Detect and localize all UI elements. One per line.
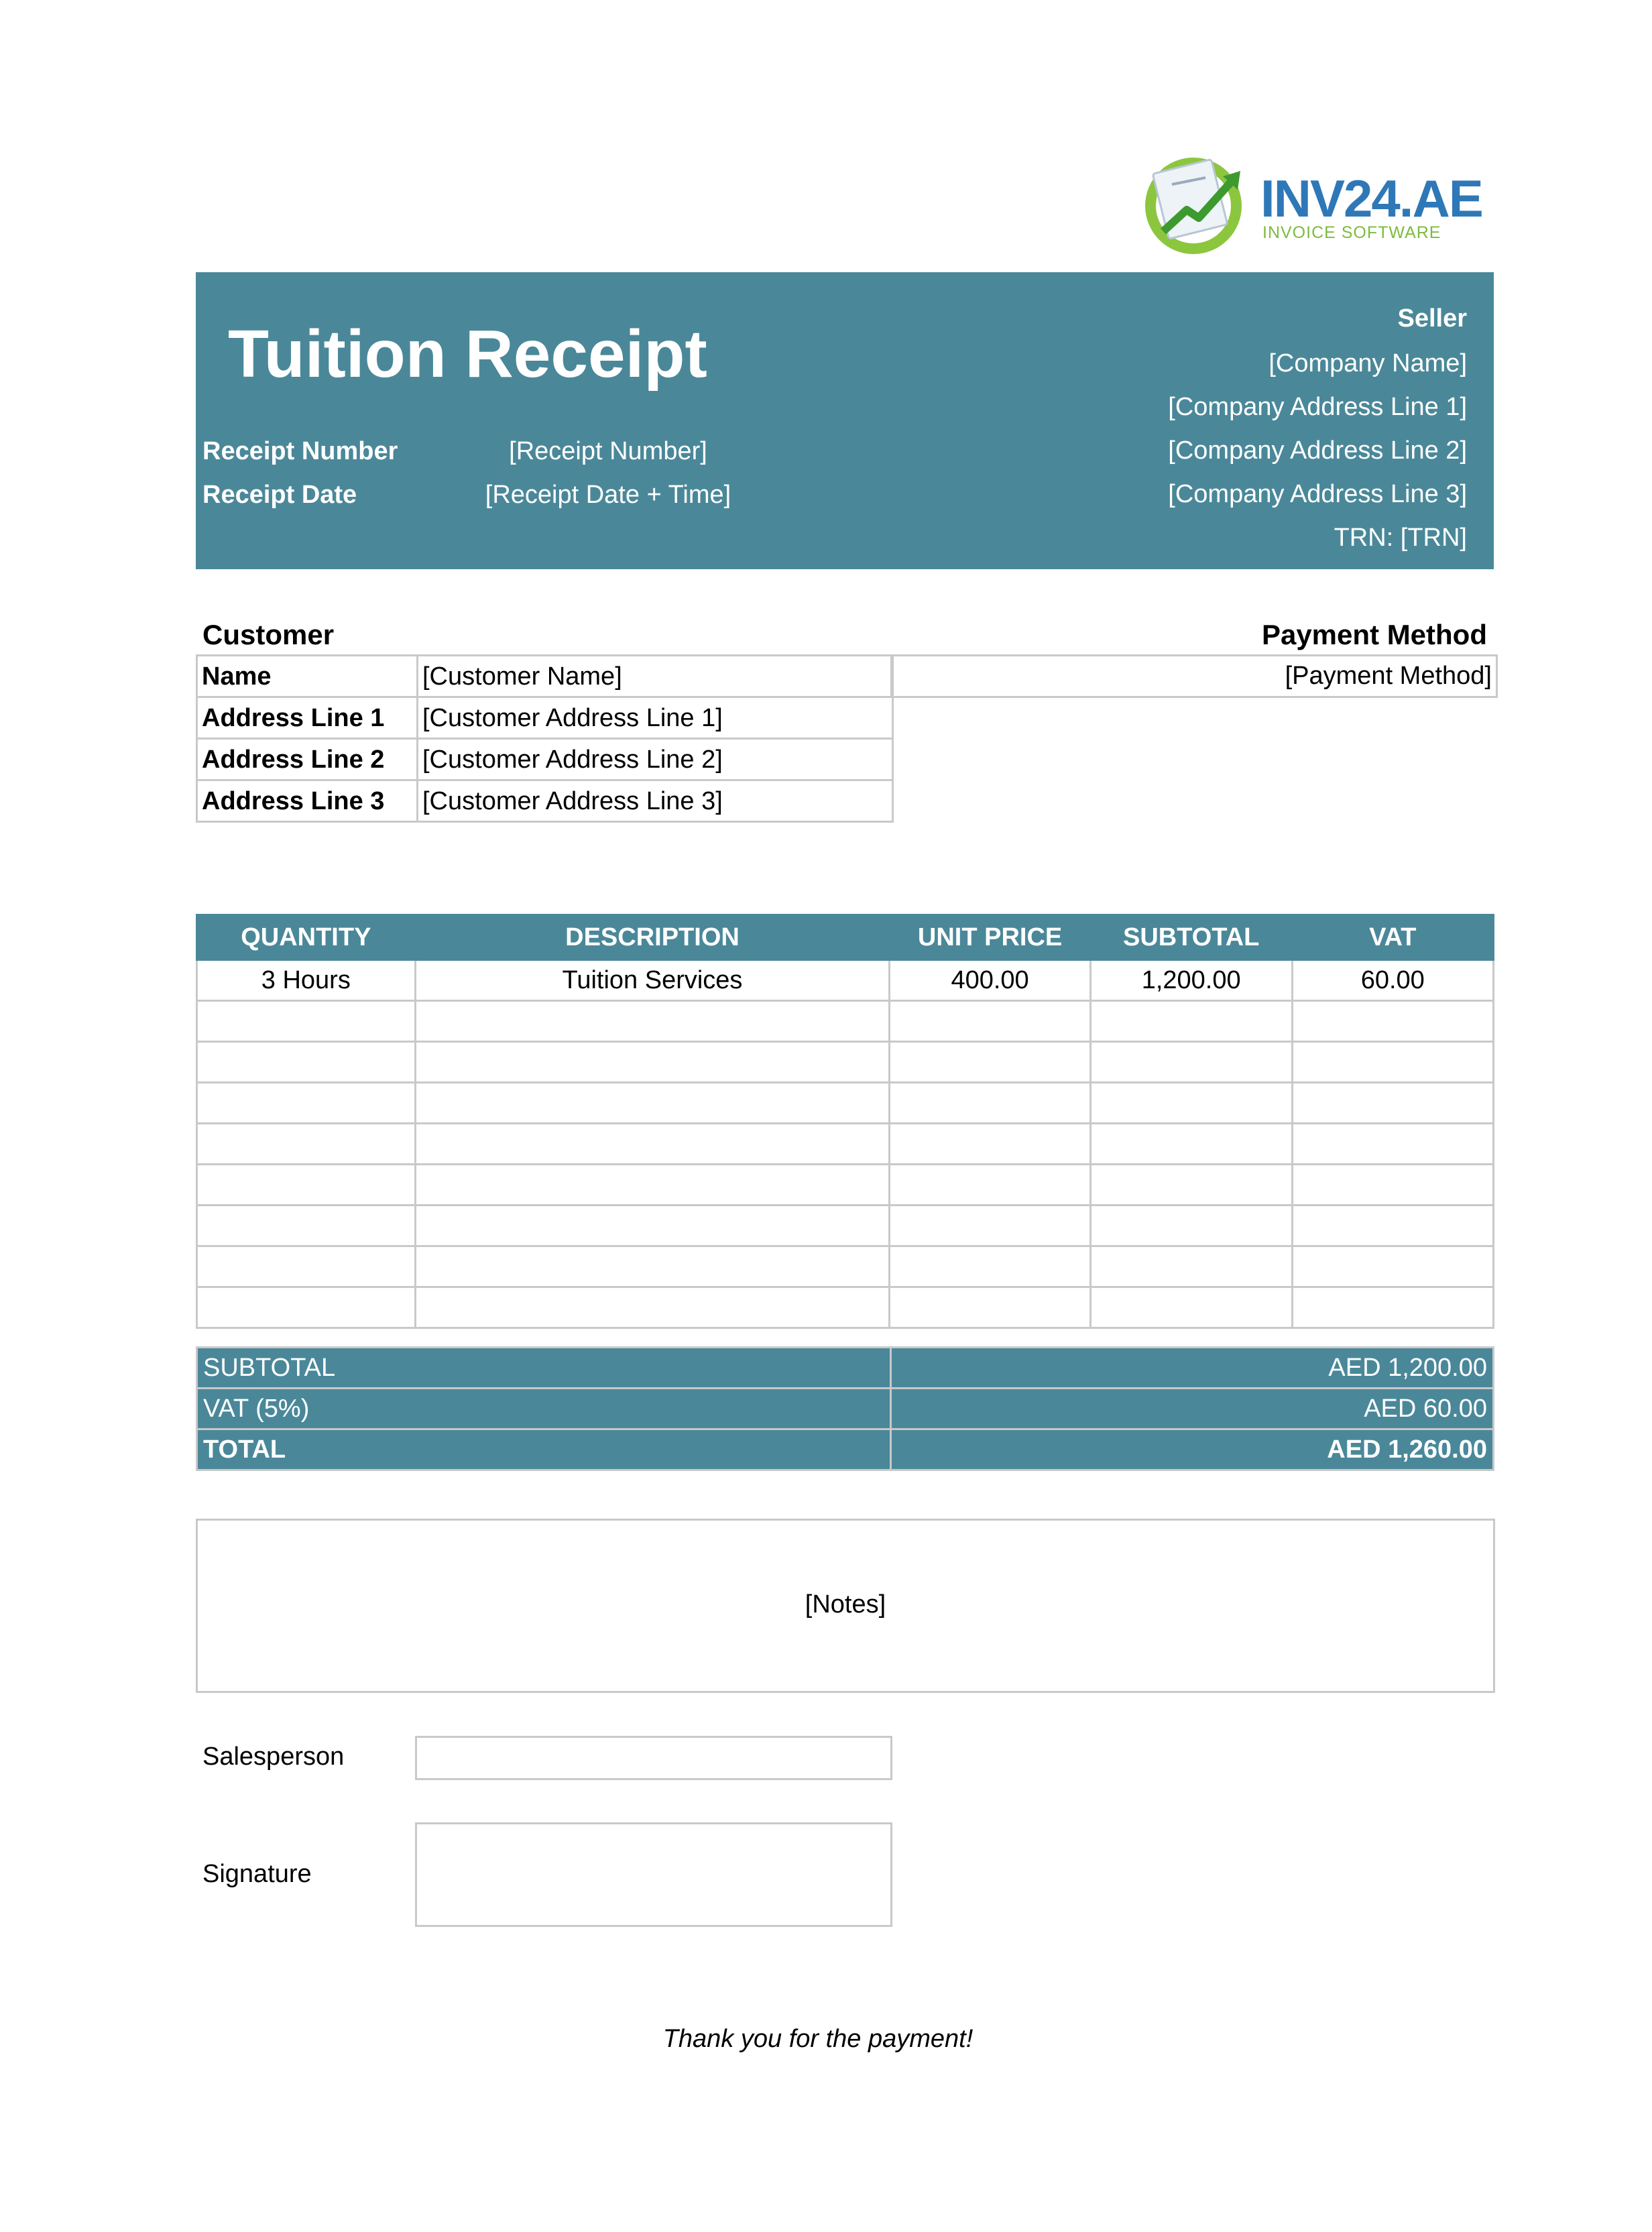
- vat-value: AED 60.00: [891, 1389, 1494, 1429]
- signature-field[interactable]: [415, 1822, 892, 1927]
- table-row: [197, 1246, 1494, 1287]
- table-row: [197, 1165, 1494, 1206]
- cell-vat[interactable]: [1292, 1246, 1493, 1287]
- cell-subtotal[interactable]: [1090, 1001, 1292, 1042]
- cell-vat[interactable]: [1292, 1083, 1493, 1124]
- column-header-unit-price: UNIT PRICE: [890, 915, 1090, 960]
- subtotal-label: SUBTOTAL: [197, 1348, 891, 1389]
- customer-row: [197, 780, 893, 822]
- table-row: [197, 960, 1494, 1001]
- customer-address-1-field[interactable]: [Customer Address Line 1]: [418, 697, 893, 739]
- salesperson-label: Salesperson: [202, 1743, 345, 1771]
- customer-address-2-label: Address Line 2: [197, 739, 418, 780]
- cell-description[interactable]: Tuition Services: [415, 960, 890, 1001]
- cell-description[interactable]: [415, 1287, 890, 1328]
- cell-subtotal[interactable]: [1090, 1165, 1292, 1206]
- cell-description[interactable]: [415, 1042, 890, 1083]
- customer-address-2-field[interactable]: [Customer Address Line 2]: [418, 739, 893, 780]
- logo-graphic-icon: [1140, 151, 1254, 258]
- logo-tagline: INVOICE SOFTWARE: [1262, 223, 1441, 242]
- items-header-row: [197, 915, 1494, 960]
- cell-quantity[interactable]: [197, 1001, 416, 1042]
- notes-text: [Notes]: [805, 1590, 886, 1619]
- payment-method-field[interactable]: [Payment Method]: [890, 654, 1498, 698]
- cell-subtotal[interactable]: [1090, 1124, 1292, 1165]
- cell-quantity[interactable]: [197, 1083, 416, 1124]
- cell-unit-price[interactable]: [890, 1042, 1090, 1083]
- vat-row: [197, 1389, 1494, 1429]
- notes-box[interactable]: [196, 1519, 1495, 1693]
- customer-name-label: Name: [197, 656, 418, 697]
- receipt-number-label: Receipt Number: [202, 437, 398, 465]
- cell-quantity[interactable]: [197, 1287, 416, 1328]
- seller-trn: TRN: [TRN]: [1334, 524, 1467, 552]
- customer-address-1-label: Address Line 1: [197, 697, 418, 739]
- customer-row: [197, 697, 893, 739]
- cell-quantity[interactable]: [197, 1124, 416, 1165]
- cell-description[interactable]: [415, 1246, 890, 1287]
- customer-row: [197, 739, 893, 780]
- seller-company-name: [Company Name]: [1268, 349, 1467, 377]
- cell-unit-price[interactable]: [890, 1165, 1090, 1206]
- items-table: [196, 914, 1494, 1329]
- receipt-number-value: [Receipt Number]: [509, 437, 707, 465]
- cell-vat[interactable]: [1292, 1124, 1493, 1165]
- seller-address-line-3: [Company Address Line 3]: [1168, 480, 1467, 508]
- customer-row: [197, 656, 893, 697]
- column-header-description: DESCRIPTION: [415, 915, 890, 960]
- cell-quantity[interactable]: [197, 1042, 416, 1083]
- cell-quantity[interactable]: [197, 1165, 416, 1206]
- total-row: [197, 1429, 1494, 1470]
- table-row: [197, 1042, 1494, 1083]
- column-header-quantity: QUANTITY: [197, 915, 416, 960]
- total-label: TOTAL: [197, 1429, 891, 1470]
- cell-subtotal[interactable]: [1090, 1083, 1292, 1124]
- cell-quantity[interactable]: 3 Hours: [197, 960, 416, 1001]
- totals-table: [196, 1346, 1494, 1471]
- vat-label: VAT (5%): [197, 1389, 891, 1429]
- cell-vat[interactable]: [1292, 1165, 1493, 1206]
- cell-quantity[interactable]: [197, 1246, 416, 1287]
- total-value: AED 1,260.00: [891, 1429, 1494, 1470]
- table-row: [197, 1206, 1494, 1246]
- logo-wordmark: INV24.AE: [1260, 169, 1482, 228]
- subtotal-row: [197, 1348, 1494, 1389]
- cell-vat[interactable]: [1292, 1042, 1493, 1083]
- cell-subtotal[interactable]: [1090, 1042, 1292, 1083]
- cell-unit-price[interactable]: [890, 1287, 1090, 1328]
- signature-label: Signature: [202, 1860, 312, 1888]
- cell-unit-price[interactable]: [890, 1124, 1090, 1165]
- receipt-header: [196, 272, 1494, 569]
- table-row: [197, 1287, 1494, 1328]
- seller-address-line-1: [Company Address Line 1]: [1168, 393, 1467, 421]
- cell-description[interactable]: [415, 1001, 890, 1042]
- customer-name-field[interactable]: [Customer Name]: [418, 656, 893, 697]
- cell-quantity[interactable]: [197, 1206, 416, 1246]
- seller-label: Seller: [1397, 304, 1467, 333]
- cell-subtotal[interactable]: [1090, 1287, 1292, 1328]
- customer-address-3-field[interactable]: [Customer Address Line 3]: [418, 780, 893, 822]
- column-header-subtotal: SUBTOTAL: [1090, 915, 1292, 960]
- cell-unit-price[interactable]: [890, 1246, 1090, 1287]
- receipt-date-label: Receipt Date: [202, 481, 357, 509]
- payment-method-title: Payment Method: [1261, 619, 1487, 650]
- page-title: Tuition Receipt: [228, 316, 707, 392]
- cell-vat[interactable]: [1292, 1001, 1493, 1042]
- customer-address-3-label: Address Line 3: [197, 780, 418, 822]
- cell-vat[interactable]: 60.00: [1292, 960, 1493, 1001]
- table-row: [197, 1001, 1494, 1042]
- cell-subtotal[interactable]: [1090, 1206, 1292, 1246]
- company-logo: [1140, 151, 1482, 258]
- salesperson-field[interactable]: [415, 1736, 892, 1780]
- cell-vat[interactable]: [1292, 1206, 1493, 1246]
- cell-description[interactable]: [415, 1165, 890, 1206]
- cell-unit-price[interactable]: [890, 1206, 1090, 1246]
- customer-table: [196, 654, 894, 823]
- receipt-date-value: [Receipt Date + Time]: [485, 481, 731, 509]
- column-header-vat: VAT: [1292, 915, 1493, 960]
- cell-description[interactable]: [415, 1124, 890, 1165]
- cell-subtotal[interactable]: [1090, 1246, 1292, 1287]
- seller-address-line-2: [Company Address Line 2]: [1168, 436, 1467, 465]
- cell-unit-price[interactable]: [890, 1083, 1090, 1124]
- cell-subtotal[interactable]: 1,200.00: [1090, 960, 1292, 1001]
- table-row: [197, 1124, 1494, 1165]
- cell-unit-price[interactable]: 400.00: [890, 960, 1090, 1001]
- cell-description[interactable]: [415, 1083, 890, 1124]
- thank-you-message: Thank you for the payment!: [662, 2025, 973, 2053]
- cell-vat[interactable]: [1292, 1287, 1493, 1328]
- cell-unit-price[interactable]: [890, 1001, 1090, 1042]
- customer-title: Customer: [202, 619, 335, 650]
- subtotal-value: AED 1,200.00: [891, 1348, 1494, 1389]
- table-row: [197, 1083, 1494, 1124]
- cell-description[interactable]: [415, 1206, 890, 1246]
